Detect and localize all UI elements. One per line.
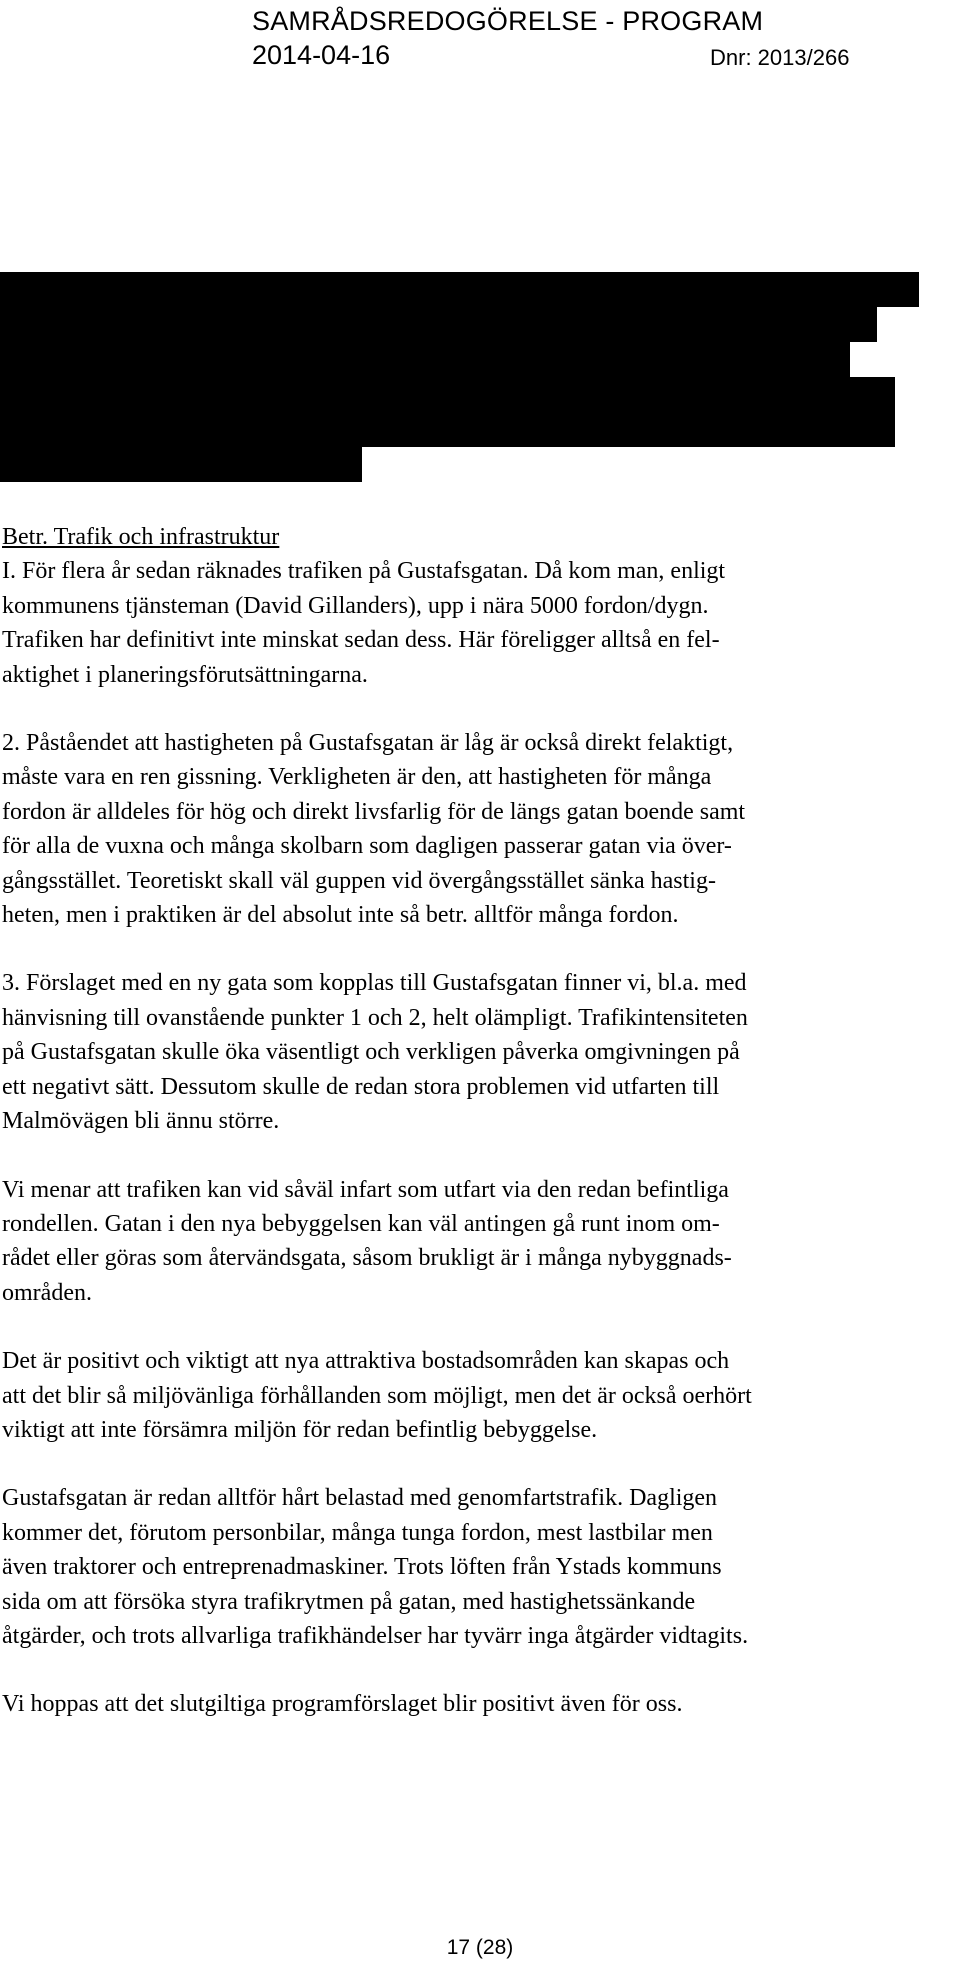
document-date: 2014-04-16 bbox=[252, 40, 391, 70]
redaction-bar bbox=[0, 377, 895, 412]
redaction-bar bbox=[0, 412, 895, 447]
paragraph-point-1: I. För flera år sedan räknades trafiken på Gustafsgatan. Då kom man, enligt kommunens tjänsteman (David Gillanders), upp i nära 5000 fordon/dygn. Trafiken har definitivt inte minskat sedan dess. Här föreligger alltså en fel- aktighet i planeringsförutsättningarna. bbox=[2, 558, 726, 688]
redaction-bar bbox=[0, 342, 850, 377]
redaction-bar bbox=[0, 307, 877, 342]
page-number: 17 (28) bbox=[446, 1936, 514, 1959]
document-dnr: Dnr: 2013/266 bbox=[710, 45, 850, 70]
document-title: SAMRÅDSREDOGÖRELSE - PROGRAM bbox=[252, 6, 764, 36]
paragraph-closing: Vi hoppas att det slutgiltiga programförslaget blir positivt även för oss. bbox=[2, 1691, 683, 1718]
redaction-bar bbox=[0, 447, 362, 482]
paragraph-proposal: Vi menar att trafiken kan vid såväl infart som utfart via den redan befintliga rondellen. Gatan i den nya bebyggelsen kan väl antingen gå runt inom om- rådet eller göras som återvändsgata, såsom brukligt är i många nybyggnads- områden. bbox=[2, 1176, 732, 1306]
subject-heading: Betr. Trafik och infrastruktur bbox=[2, 524, 280, 550]
redaction-bar bbox=[0, 272, 919, 307]
paragraph-point-2: 2. Påståendet att hastigheten på Gustafsgatan är låg är också direkt felaktigt, måste vara en ren gissning. Verkligheten är den, att hastigheten för många fordon är alldeles för hög och direkt livsfarlig för de längs gatan boende samt för alla de vuxna och många skolbarn som dagligen passerar gatan via över- gångsstället. Teoretiskt skall väl guppen vid övergångsstället sänka hastig- heten, men i praktiken är del absolut inte så betr. alltför många fordon. bbox=[2, 730, 746, 929]
letter-body bbox=[2, 520, 957, 1756]
paragraph-traffic-load: Gustafsgatan är redan alltför hårt belastad med genomfartstrafik. Dagligen kommer det, förutom personbilar, många tunga fordon, mest lastbilar men även traktorer och entreprenadmaskiner. Trots löften från Ystads kommuns sida om att försöka styra trafikrytmen på gatan, med hastighetssänkande åtgärder, och trots allvarliga trafikhändelser har tyvärr inga åtgärder vidtagits. bbox=[2, 1485, 749, 1649]
paragraph-positive: Det är positivt och viktigt att nya attraktiva bostadsområden kan skapas och att det blir så miljövänliga förhållanden som möjligt, men det är också oerhört viktigt att inte försämra miljön för redan befintlig bebyggelse. bbox=[2, 1348, 752, 1443]
paragraph-point-3: 3. Förslaget med en ny gata som kopplas till Gustafsgatan finner vi, bl.a. med hänvisning till ovanstående punkter 1 och 2, helt olämpligt. Trafikintensiteten på Gustafsgatan skulle öka väsentligt och verkligen påverka omgivningen på ett negativt sätt. Dessutom skulle de redan stora problemen vid utfarten till Malmövägen bli ännu större. bbox=[2, 970, 748, 1135]
